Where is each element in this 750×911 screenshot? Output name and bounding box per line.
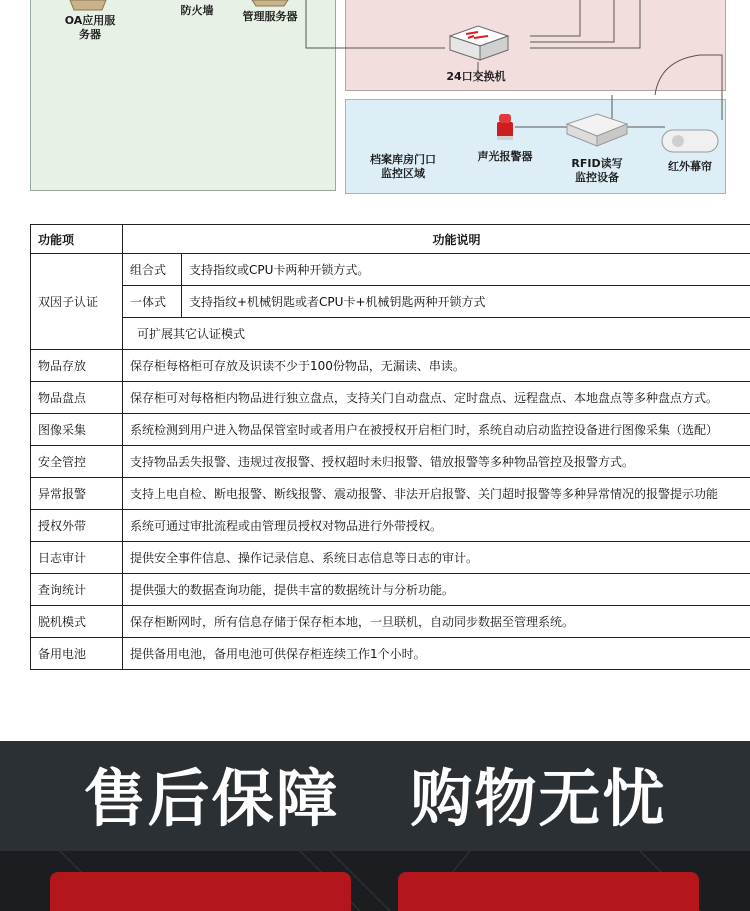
table-row	[31, 542, 750, 574]
sub-row	[123, 318, 750, 350]
row-desc: 提供安全事件信息、操作记录信息、系统日志信息等日志的审计。	[123, 542, 750, 574]
table-row	[31, 446, 750, 478]
sub-value: 支持指纹或CPU卡两种开锁方式。	[182, 254, 750, 286]
table-row	[31, 350, 750, 382]
promo-card-left[interactable]	[50, 872, 351, 911]
dual-factor-label: 双因子认证	[31, 254, 123, 350]
table-row	[31, 574, 750, 606]
alarm-label: 声光报警器	[477, 150, 533, 163]
table-row	[31, 606, 750, 638]
infrared-curtain-icon	[660, 126, 720, 156]
row-desc: 提供备用电池，备用电池可供保存柜连续工作1个小时。	[123, 638, 750, 670]
row-desc: 保存柜每格柜可存放及识读不少于100份物品，无漏读、串读。	[123, 350, 750, 382]
table-row	[31, 414, 750, 446]
sub-key: 一体式	[123, 286, 182, 318]
sub-row	[123, 286, 750, 318]
after-sales-banner	[0, 741, 750, 911]
table-row	[31, 478, 750, 510]
mgmt-server-label: 管理服务器	[242, 10, 298, 23]
row-name: 异常报警	[31, 478, 123, 510]
row-name: 物品盘点	[31, 382, 123, 414]
switch-label: 24口交换机	[446, 70, 506, 83]
row-desc: 支持物品丢失报警、违规过夜报警、授权超时未归报警、错放报警等多种物品管控及报警方式。	[123, 446, 750, 478]
mgmt-server-icon	[250, 0, 290, 8]
sub-key: 组合式	[123, 254, 182, 286]
table-row	[31, 638, 750, 670]
oa-server-label: OA应用服 务器	[64, 14, 116, 41]
table-row	[31, 382, 750, 414]
row-name: 图像采集	[31, 414, 123, 446]
row-name: 授权外带	[31, 510, 123, 542]
function-table	[30, 224, 750, 670]
row-name: 查询统计	[31, 574, 123, 606]
sub-value: 支持指纹+机械钥匙或者CPU卡+机械钥匙两种开锁方式	[182, 286, 750, 318]
row-name: 物品存放	[31, 350, 123, 382]
row-name: 备用电池	[31, 638, 123, 670]
banner-title: 售后保障 购物无忧	[83, 762, 667, 835]
archive-zone-label: 档案库房门口 监控区域	[370, 153, 436, 180]
network-diagram	[0, 0, 750, 200]
row-desc: 系统检测到用户进入物品保管室时或者用户在被授权开启柜门时，系统自动启动监控设备进行图像采集（选配）	[123, 414, 750, 446]
row-desc: 提供强大的数据查询功能，提供丰富的数据统计与分析功能。	[123, 574, 750, 606]
promo-card-right[interactable]	[398, 872, 699, 911]
oa-server-icon	[68, 0, 108, 12]
alarm-icon	[493, 112, 517, 142]
row-desc: 保存柜可对每格柜内物品进行独立盘点，支持关门自动盘点、定时盘点、远程盘点、本地盘点等多种盘点方式。	[123, 382, 750, 414]
row-desc: 支持上电自检、断电报警、断线报警、震动报警、非法开启报警、关门超时报警等多种异常情况的报警提示功能	[123, 478, 750, 510]
dual-factor-detail	[123, 254, 750, 350]
function-table-wrap	[30, 224, 750, 678]
row-desc: 系统可通过审批流程或由管理员授权对物品进行外带授权。	[123, 510, 750, 542]
header-function-desc: 功能说明	[123, 225, 750, 254]
sub-row	[123, 254, 750, 286]
rfid-device-icon	[565, 110, 629, 152]
table-row	[31, 510, 750, 542]
infrared-label: 红外幕帘	[668, 160, 712, 173]
dual-factor-subtable	[123, 254, 750, 349]
header-function-item: 功能项	[31, 225, 123, 254]
table-row-dual-factor	[31, 254, 750, 350]
table-header-row	[31, 225, 750, 254]
rfid-label: RFID读写 监控设备	[571, 157, 623, 184]
row-name: 日志审计	[31, 542, 123, 574]
switch-icon	[444, 22, 512, 64]
row-name: 安全管控	[31, 446, 123, 478]
extra-auth-note: 可扩展其它认证模式	[137, 327, 246, 341]
row-name: 脱机模式	[31, 606, 123, 638]
row-desc: 保存柜断网时，所有信息存储于保存柜本地，一旦联机，自动同步数据至管理系统。	[123, 606, 750, 638]
firewall-label: 防火墙	[180, 4, 214, 17]
